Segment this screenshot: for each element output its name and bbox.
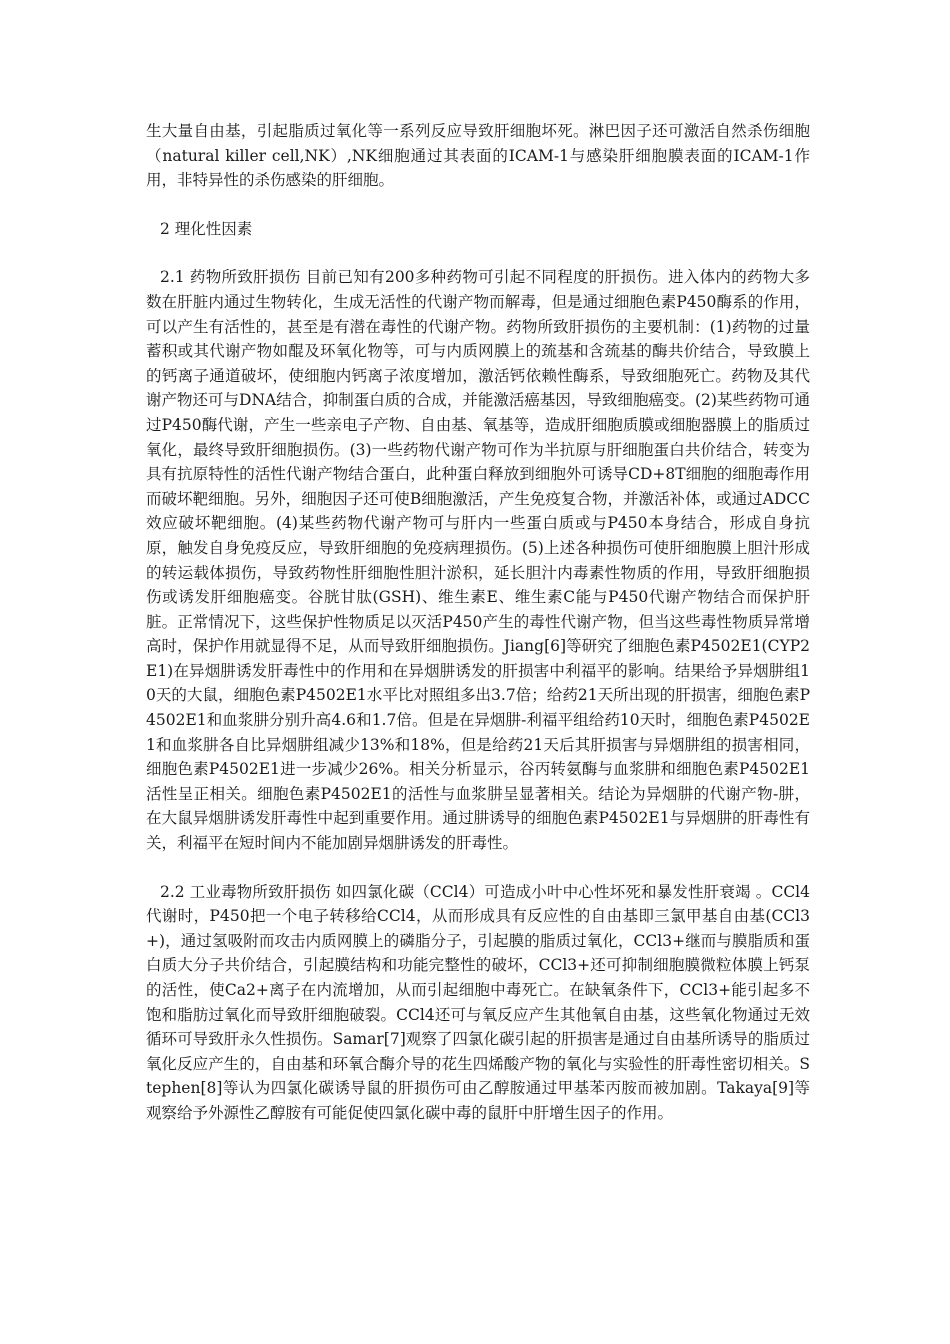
paragraph-2-1: 2.1 药物所致肝损伤 目前已知有200多种药物可引起不同程度的肝损伤。进入体内的药物大多数在肝脏内通过生物转化，生成无活性的代谢产物而解毒，但是通过细胞色素P450酶系的作用，可以产生有活性的，甚至是有潜在毒性的代谢产物。药物所致肝损伤的主要机制：(1)药物的过量蓄积或其代谢产物如醌及环氧化物等，可与内质网膜上的巯基和含巯基的酶共价结合，导致膜上的钙离子通道破坏，使细胞内钙离子浓度增加，激活钙依赖性酶系，导致细胞死亡。药物及其代谢产物还可与DNA结合，抑制蛋白质的合成，并能激活癌基因，导致细胞癌变。(2)某些药物可通过P450酶代谢，产生一些亲电子产物、自由基、氧基等，造成肝细胞质膜或细胞器膜上的脂质过氧化，最终导致肝细胞损伤。(3)一些药物代谢产物可作为半抗原与肝细胞蛋白共价结合，转变为具有抗原特性的活性代谢产物结合蛋白，此种蛋白释放到细胞外可诱导CD+8T细胞的细胞毒作用而破坏靶细胞。另外，细胞因子还可使B细胞激活，产生免疫复合物，并激活补体，或通过ADCC效应破坏靶细胞。(4)某些药物代谢产物可与肝内一些蛋白质或与P450本身结合，形成自身抗原，触发自身免疫反应，导致肝细胞的免疫病理损伤。(5)上述各种损伤可使肝细胞膜上胆汁形成的转运载体损伤，导致药物性肝细胞性胆汁淤积，延长胆汁内毒素性物质的作用，导致肝细胞损伤或诱发肝细胞癌变。谷胱甘肽(GSH)、维生素E、维生素C能与P450代谢产物结合而保护肝脏。正常情况下，这些保护性物质足以灭活P450产生的毒性代谢产物，但当这些毒性物质异常增高时，保护作用就显得不足，从而导致肝细胞损伤。Jiang[6]等研究了细胞色素P4502E1(CYP2E1)在异烟肼诱发肝毒性中的作用和在异烟肼诱发的肝损害中利福平的影响。结果给予异烟肼组10天的大鼠，细胞色素P4502E1水平比对照组多出3.7倍；给药21天所出现的肝损害，细胞色素P4502E1和血浆肼分别升高4.6和1.7倍。但是在异烟肼-利福平组给药10天时，细胞色素P4502E1和血浆肼各自比异烟肼组减少13%和18%，但是给药21天后其肝损害与异烟肼组的损害相同，细胞色素P4502E1进一步减少26%。相关分析显示，谷丙转氨酶与血浆肼和细胞色素P4502E1活性呈正相关。细胞色素P4502E1的活性与血浆肼呈显著相关。结论为异烟肼的代谢产物-肼，在大鼠异烟肼诱发肝毒性中起到重要作用。通过肼诱导的细胞色素P4502E1与异烟肼的肝毒性有关，利福平在短时间内不能加剧异烟肼诱发的肝毒性。: [146, 268, 810, 853]
document-body: [146, 119, 810, 1126]
paragraph-intro: 生大量自由基，引起脂质过氧化等一系列反应导致肝细胞坏死。淋巴因子还可激活自然杀伤细胞（natural killer cell,NK）,NK细胞通过其表面的ICAM-1与感染肝细胞膜表面的ICAM-1作用，非特异性的杀伤感染的肝细胞。: [146, 122, 810, 190]
paragraph-2-2: 2.2 工业毒物所致肝损伤 如四氯化碳（CCl4）可造成小叶中心性坏死和暴发性肝衰竭 。CCl4代谢时，P450把一个电子转移给CCl4，从而形成具有反应性的自由基即三氯甲基自由基(CCl3+)，通过氢吸附而攻击内质网膜上的磷脂分子，引起膜的脂质过氧化，CCl3+继而与膜脂质和蛋白质大分子共价结合，引起膜结构和功能完整性的破坏，CCl3+还可抑制细胞膜微粒体膜上钙泵的活性，使Ca2+离子在内流增加，从而引起细胞中毒死亡。在缺氧条件下，CCl3+能引起多不饱和脂肪过氧化而导致肝细胞破裂。CCl4还可与氧反应产生其他氧自由基，这些氧化物通过无效循环可导致肝永久性损伤。Samar[7]观察了四氯化碳引起的肝损害是通过自由基所诱导的脂质过氧化反应产生的，自由基和环氧合酶介导的花生四烯酸产物的氧化与实验性的肝毒性密切相关。Stephen[8]等认为四氯化碳诱导鼠的肝损伤可由乙醇胺通过甲基苯丙胺而被加剧。Takaya[9]等观察给予外源性乙醇胺有可能促使四氯化碳中毒的鼠肝中肝增生因子的作用。: [146, 882, 810, 1122]
section-heading-2: 2 理化性因素: [160, 219, 253, 238]
